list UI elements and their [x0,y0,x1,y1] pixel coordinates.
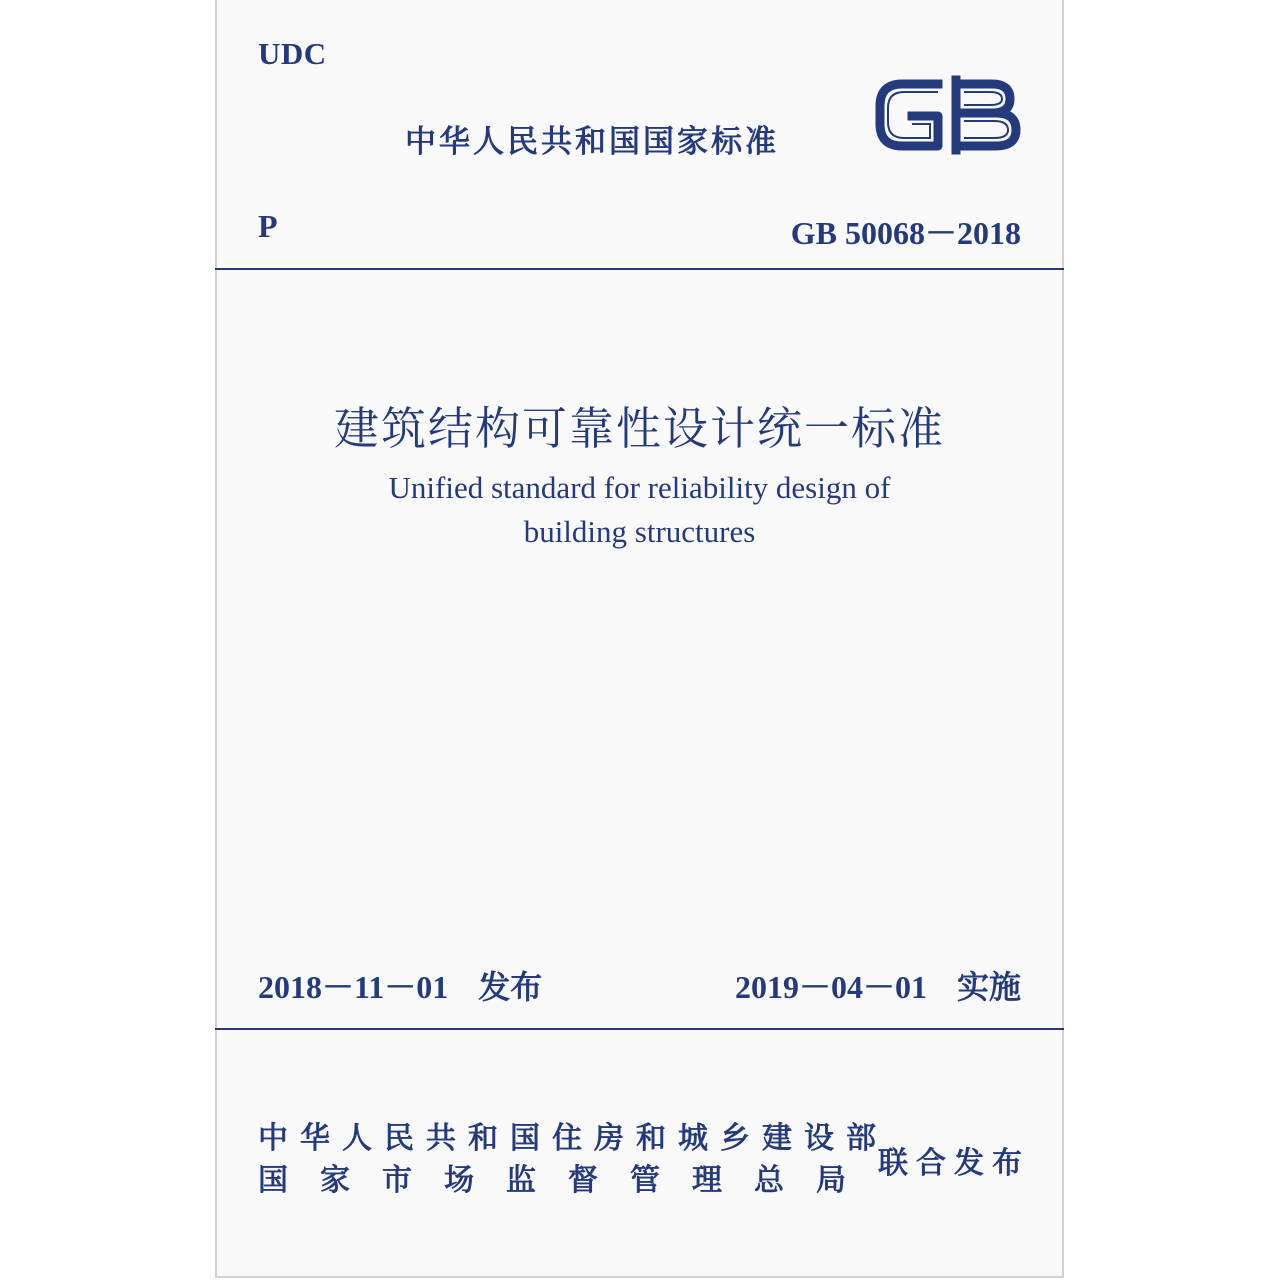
udc-label: UDC [258,36,327,71]
top-divider [215,268,1064,270]
publisher-administration: 国家市场监督管理总局 [258,1163,878,1198]
standard-type-heading: 中华人民共和国国家标准 [405,124,779,160]
standard-number: GB 50068－2018 [790,215,1021,251]
implementation-date: 2019－04－01 [734,969,927,1005]
title-english [215,466,1064,554]
issue-date-row [258,962,542,1008]
bottom-divider [215,1028,1064,1030]
joint-publication-label: 联合发布 [878,1146,1030,1181]
implementation-label: 实施 [956,968,1021,1006]
publisher-ministry: 中华人民共和国住房和城乡建设部 [258,1121,888,1156]
title-chinese: 建筑结构可靠性设计统一标准 [333,404,945,454]
standard-cover [215,0,1064,1278]
issue-label: 发布 [478,968,543,1006]
publishers-block [258,1118,888,1202]
implementation-date-row [735,962,1021,1008]
title-english-line-1: Unified standard for reliability design of [388,470,891,505]
issue-date: 2018－11－01 [258,969,449,1005]
classification-code: P [258,208,278,244]
gb-logo-icon [872,72,1022,158]
title-english-line-2: building structures [523,514,756,549]
